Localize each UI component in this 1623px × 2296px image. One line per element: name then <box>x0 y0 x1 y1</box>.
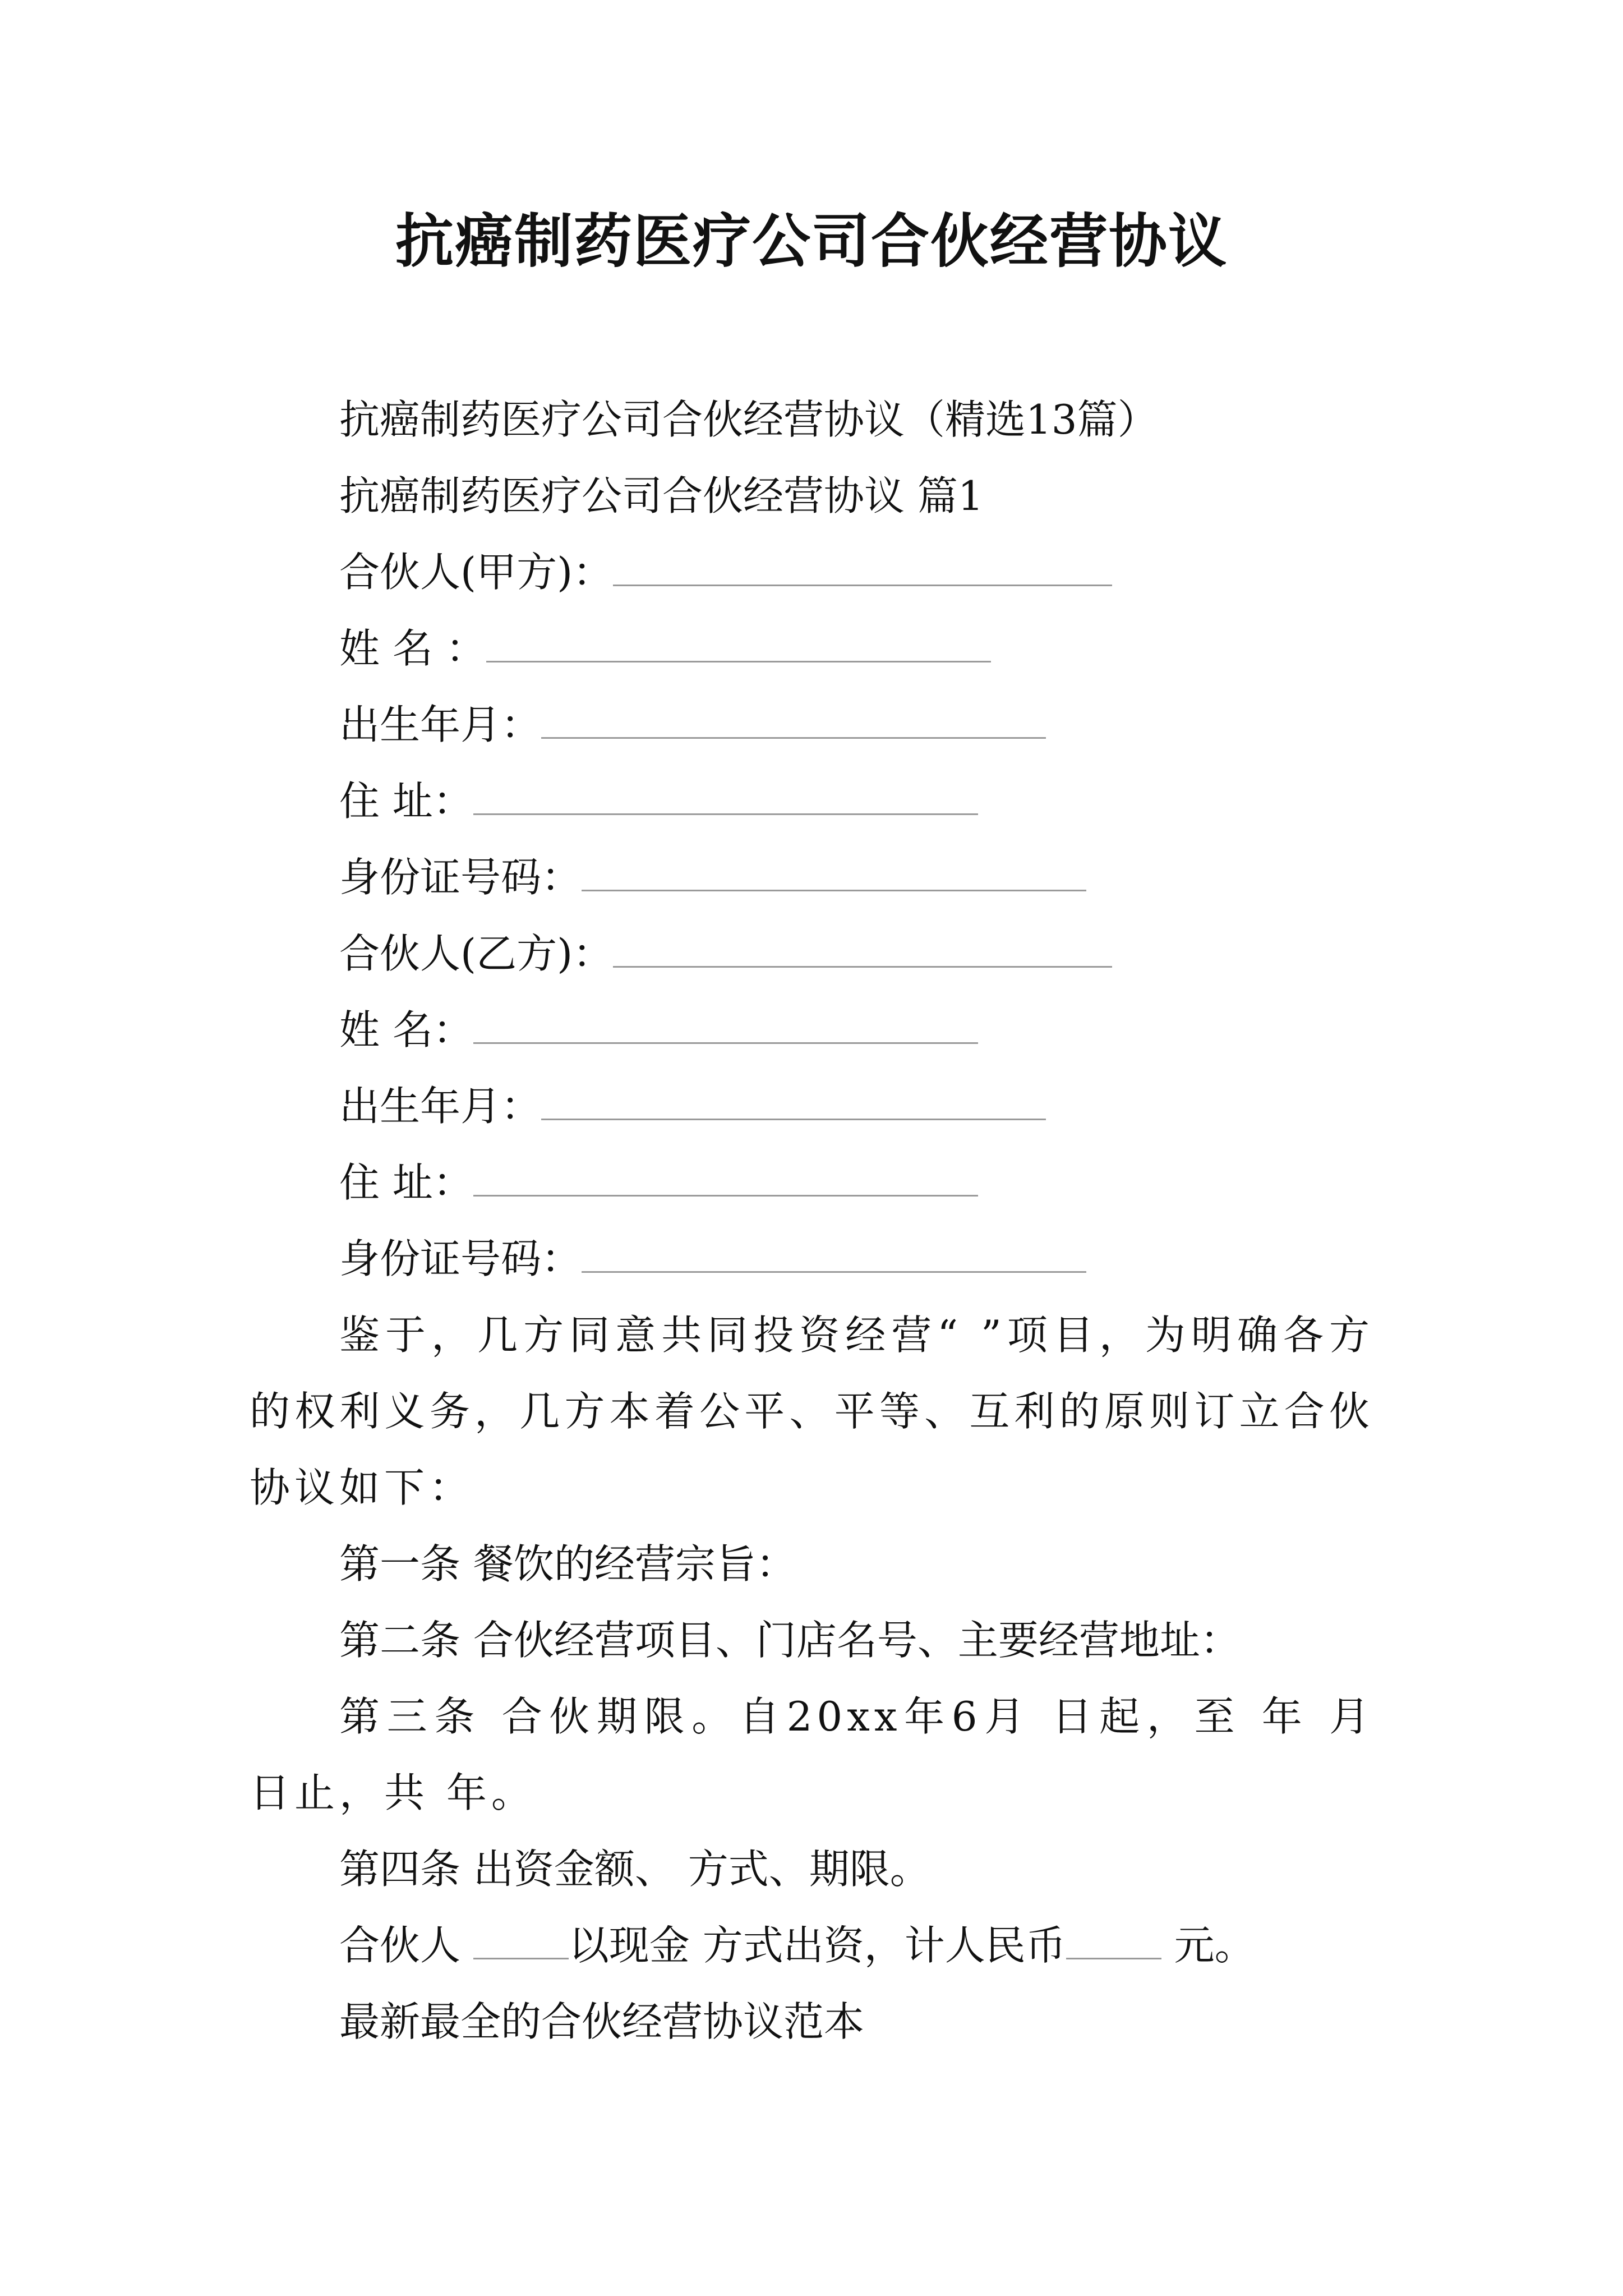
contribution-unit-text: 元。 <box>1161 1922 1255 1969</box>
party-a-birth-label: 出生年月： <box>339 701 542 748</box>
party-b-address-label: 住 址： <box>339 1159 473 1206</box>
party-a-birth-row <box>250 687 1374 763</box>
article-3: 第三条 合伙期限。自20xx年6月 日起，至 年 月 日止，共 年。 <box>250 1693 1374 1816</box>
article-2: 第二条 合伙经营项目、门店名号、主要经营地址： <box>339 1617 1241 1664</box>
preamble-paragraph: 鉴于，几方同意共同投资经营“ ”项目，为明确各方的权利义务，几方本着公平、平等、互利的原则订立合伙协议如下： <box>250 1312 1374 1511</box>
party-b-header-row <box>250 915 1374 992</box>
party-a-header-row <box>250 534 1374 610</box>
party-a-name-row <box>250 610 1374 687</box>
party-a-address-blank <box>473 769 978 815</box>
party-a-address-label: 住 址： <box>339 777 473 825</box>
document-body <box>250 381 1374 2060</box>
party-a-address-row <box>250 763 1374 839</box>
party-b-birth-row <box>250 1068 1374 1144</box>
party-a-id-label: 身份证号码： <box>339 854 582 901</box>
article-1: 第一条 餐饮的经营宗旨： <box>339 1540 796 1588</box>
contribution-partner-label: 合伙人 <box>339 1922 473 1969</box>
party-b-header-label: 合伙人(乙方)： <box>339 930 614 977</box>
contribution-partner-blank <box>473 1924 569 1959</box>
party-b-id-row <box>250 1221 1374 1297</box>
party-a-birth-blank <box>541 692 1046 739</box>
party-a-name-blank <box>486 616 991 662</box>
document-title: 抗癌制药医疗公司合伙经营协议 <box>395 206 1228 275</box>
contribution-amount-blank <box>1066 1924 1161 1959</box>
party-b-name-blank <box>473 997 978 1044</box>
section-heading: 抗癌制药医疗公司合伙经营协议 篇1 <box>339 472 984 519</box>
article-4: 第四条 出资金额、 方式、期限。 <box>339 1846 930 1893</box>
contribution-method-text: 以现金 方式出资，计人民币 <box>568 1922 1066 1969</box>
party-b-id-label: 身份证号码： <box>339 1235 582 1282</box>
party-b-address-blank <box>473 1150 978 1197</box>
party-a-id-blank <box>582 845 1086 891</box>
contribution-row <box>250 1907 1374 1984</box>
party-b-birth-blank <box>541 1074 1046 1120</box>
party-b-address-row <box>250 1144 1374 1221</box>
party-a-header-blank <box>613 540 1112 586</box>
subtitle: 抗癌制药医疗公司合伙经营协议（精选13篇） <box>339 396 1158 443</box>
party-a-header-label: 合伙人(甲方)： <box>339 549 614 596</box>
party-a-name-label: 姓 名 ： <box>339 625 486 672</box>
party-b-id-blank <box>582 1226 1086 1273</box>
party-a-id-row <box>250 839 1374 915</box>
footer-line: 最新最全的合伙经营协议范本 <box>339 1998 865 2045</box>
party-b-name-row <box>250 992 1374 1068</box>
party-b-name-label: 姓 名： <box>339 1006 473 1053</box>
party-b-header-blank <box>613 921 1112 968</box>
party-b-birth-label: 出生年月： <box>339 1083 542 1130</box>
